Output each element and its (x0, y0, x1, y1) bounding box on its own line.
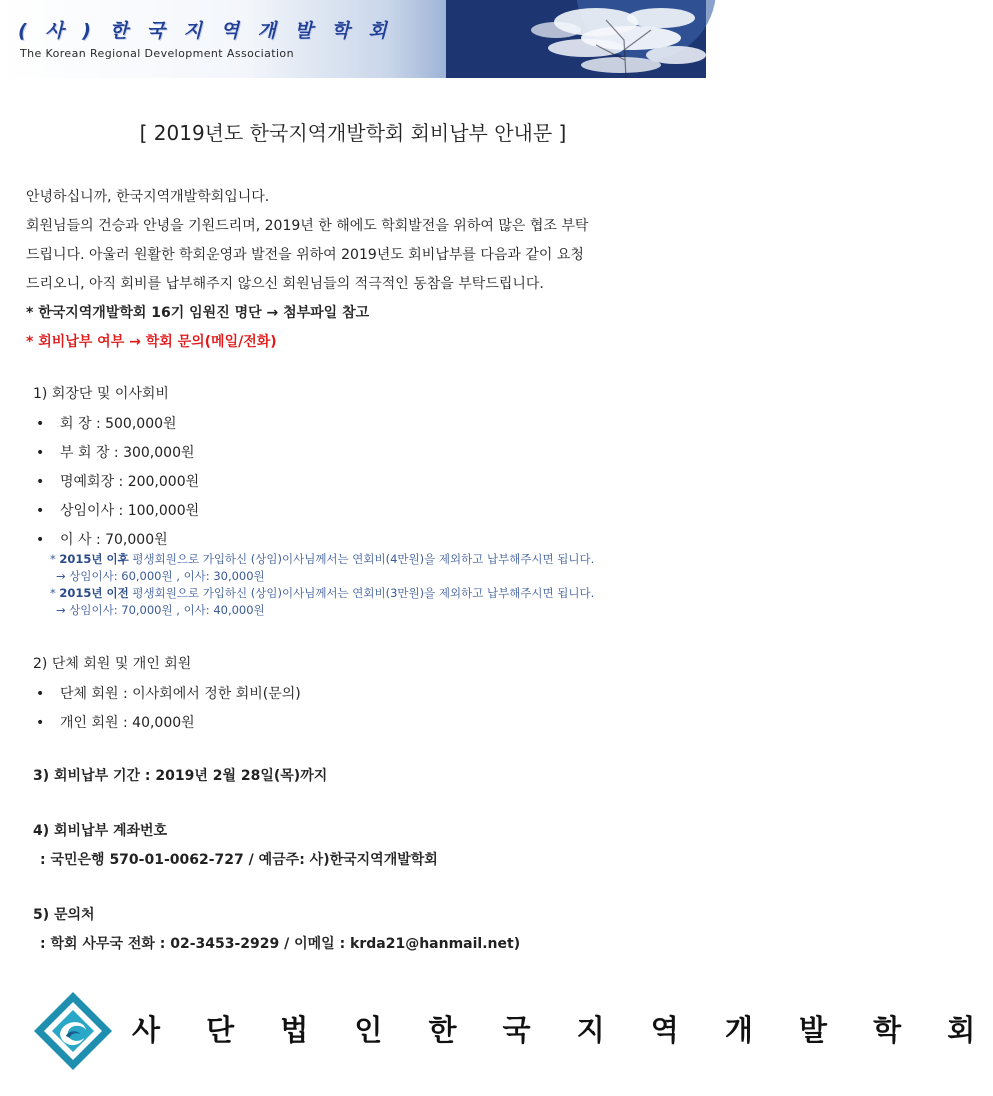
list-item (36, 712, 195, 732)
fee-standing-director: 상임이사 : 100,000원 (60, 503, 200, 519)
bullet-icon: • (36, 445, 45, 461)
header-banner (0, 0, 706, 78)
fee-honorary-president: 명예회장 : 200,000원 (60, 474, 200, 490)
footer-org-name: 사 단 법 인 한 국 지 역 개 발 학 회 (132, 1013, 993, 1047)
fee-president: 회 장 : 500,000원 (60, 416, 177, 432)
lifetime-note-after-2015-amounts: → 상임이사: 60,000원 , 이사: 30,000원 (56, 569, 265, 583)
association-logo-icon (32, 990, 114, 1072)
list-item (36, 413, 177, 433)
list-item (36, 442, 195, 462)
page-title: [ 2019년도 한국지역개발학회 회비납부 안내문 ] (139, 121, 567, 145)
greeting-text: 안녕하십니까, 한국지역개발학회입니다. (26, 189, 270, 205)
bullet-icon: • (36, 474, 45, 490)
payment-deadline: 3) 회비납부 기간 : 2019년 2월 28일(목)까지 (33, 768, 328, 784)
intro-line-3: 드리오니, 아직 회비를 납부해주지 않으신 회원님들의 적극적인 동참을 부탁드립니다. (26, 276, 544, 292)
list-item (36, 500, 199, 520)
intro-line-2: 드립니다. 아울러 원활한 학회운영과 발전을 위하여 2019년도 회비납부를 다음과 같이 요청 (26, 247, 584, 263)
payment-inquiry-note: * 회비납부 여부 → 학회 문의(메일/전화) (26, 334, 277, 350)
bullet-icon: • (36, 532, 45, 548)
bullet-icon: • (36, 503, 45, 519)
org-name-english: The Korean Regional Development Association (20, 47, 294, 60)
org-name-korean: ( 사 ) 한 국 지 역 개 발 학 회 (18, 20, 393, 42)
bullet-icon: • (36, 715, 45, 731)
fee-vice-president: 부 회 장 : 300,000원 (60, 445, 195, 461)
fee-director: 이 사 : 70,000원 (60, 532, 168, 548)
contact-info: : 학회 사무국 전화 : 02-3453-2929 / 이메일 : krda21@hanmail.net) (40, 936, 521, 952)
section5-heading: 5) 문의처 (33, 907, 95, 923)
section1-heading: 1) 회장단 및 이사회비 (33, 386, 169, 402)
fee-individual-member: 개인 회원 : 40,000원 (60, 715, 195, 731)
lifetime-note-after-2015: * 2015년 이후 평생회원으로 가입하신 (상임)이사님께서는 연회비(4만원)을 제외하고 납부해주시면 됩니다. (50, 552, 595, 566)
bank-account: : 국민은행 570-01-0062-727 / 예금주: 사)한국지역개발학회 (40, 852, 438, 868)
bullet-icon: • (36, 416, 45, 432)
lifetime-note-before-2015-amounts: → 상임이사: 70,000원 , 이사: 40,000원 (56, 603, 265, 617)
fee-group-member: 단체 회원 : 이사회에서 정한 회비(문의) (60, 686, 301, 702)
list-item (36, 529, 168, 549)
list-item (36, 471, 199, 491)
executive-list-note: * 한국지역개발학회 16기 임원진 명단 → 첨부파일 참고 (26, 305, 370, 321)
intro-line-1: 회원님들의 건승과 안녕을 기원드리며, 2019년 한 해에도 학회발전을 위하여 많은 협조 부탁 (26, 218, 589, 234)
section2-heading: 2) 단체 회원 및 개인 회원 (33, 656, 192, 672)
lifetime-note-before-2015: * 2015년 이전 평생회원으로 가입하신 (상임)이사님께서는 연회비(3만원)을 제외하고 납부해주시면 됩니다. (50, 586, 595, 600)
bullet-icon: • (36, 686, 45, 702)
section4-heading: 4) 회비납부 계좌번호 (33, 823, 168, 839)
snowy-tree-image (446, 0, 706, 78)
list-item (36, 683, 301, 703)
